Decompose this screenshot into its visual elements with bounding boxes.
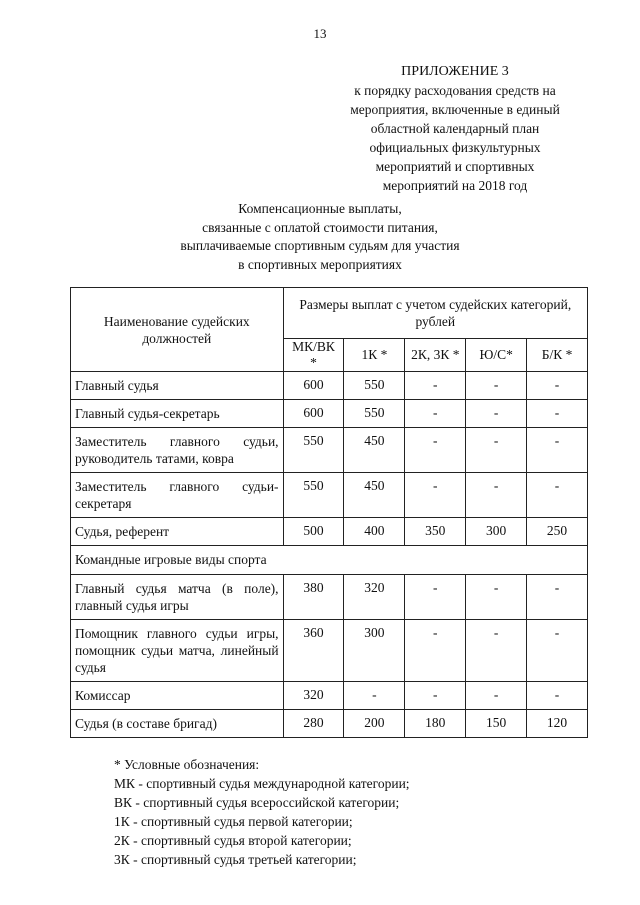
rate-cell: 600 [283,400,344,428]
rate-cell: 150 [466,710,527,738]
rate-cell: - [527,473,588,518]
appendix-line: официальных физкультурных [369,140,541,155]
rate-cell: 380 [283,575,344,620]
rate-cell: - [405,620,466,682]
category-header: МК/ВК * [283,339,344,372]
rate-cell: - [466,575,527,620]
rate-cell: 500 [283,518,344,546]
section-row [71,546,588,575]
table-row [71,575,588,620]
rate-cell: - [344,682,405,710]
category-header: 1К * [344,339,405,372]
rate-cell: 250 [527,518,588,546]
rate-cell: - [527,682,588,710]
payments-table [70,287,588,738]
rate-cell: - [527,428,588,473]
appendix-line: к порядку расходования средств на [354,83,556,98]
rate-cell: 550 [283,428,344,473]
position-name: Главный судья матча (в поле), главный судья игры [71,575,284,620]
appendix-line: мероприятий и спортивных [375,159,535,174]
rate-cell: 300 [344,620,405,682]
rate-cell: - [466,372,527,400]
section-title: Командные игровые виды спорта [71,546,588,575]
table-caption [150,200,490,274]
position-name: Заместитель главного судьи-секретаря [71,473,284,518]
position-name: Судья (в составе бригад) [71,710,284,738]
legend-item: 2К - спортивный судья второй категории; [114,833,352,848]
category-header: Ю/С* [466,339,527,372]
position-name: Помощник главного судьи игры, помощник судьи матча, линейный судья [71,620,284,682]
rate-cell: 550 [344,372,405,400]
rate-cell: 360 [283,620,344,682]
rate-cell: - [405,473,466,518]
caption-line: связанные с оплатой стоимости питания, [202,219,438,235]
rate-cell: - [466,428,527,473]
table-row [71,620,588,682]
appendix-block [330,62,580,195]
rate-cell: 600 [283,372,344,400]
rate-cell: - [405,428,466,473]
rate-cell: 400 [344,518,405,546]
table-row [71,428,588,473]
rate-cell: 280 [283,710,344,738]
rate-cell: - [466,400,527,428]
category-header: Б/К * [527,339,588,372]
rate-cell: 320 [344,575,405,620]
rate-cell: 350 [405,518,466,546]
header-row [71,288,588,339]
rate-cell: - [405,372,466,400]
rate-cell: 300 [466,518,527,546]
rate-cell: - [405,682,466,710]
page-number: 13 [313,26,327,41]
legend [114,755,410,869]
rate-cell: - [527,620,588,682]
table-row [71,473,588,518]
rate-cell: - [527,400,588,428]
rate-cell: - [405,400,466,428]
rate-cell: - [466,473,527,518]
position-name: Судья, референт [71,518,284,546]
rate-cell: - [527,575,588,620]
table-row [71,710,588,738]
legend-title: * Условные обозначения: [114,757,260,772]
legend-item: ВК - спортивный судья всероссийской категории; [114,795,400,810]
rate-cell: - [405,575,466,620]
caption-line: в спортивных мероприятиях [238,256,402,272]
table-row [71,682,588,710]
caption-line: выплачиваемые спортивным судьям для участия [180,238,460,253]
legend-item: МК - спортивный судья международной категории; [114,776,410,791]
table-row [71,400,588,428]
appendix-line: мероприятия, включенные в единый [350,102,560,117]
rate-cell: 550 [283,473,344,518]
position-name: Главный судья-секретарь [71,400,284,428]
appendix-line: мероприятий на 2018 год [382,178,528,193]
appendix-title: ПРИЛОЖЕНИЕ 3 [401,64,509,79]
rate-cell: 120 [527,710,588,738]
rate-cell: 550 [344,400,405,428]
rate-cell: - [466,620,527,682]
rate-cell: - [466,682,527,710]
rate-cell: - [527,372,588,400]
rate-cell: 450 [344,473,405,518]
rate-cell: 450 [344,428,405,473]
legend-item: 3К - спортивный судья третьей категории; [114,852,357,867]
position-name: Комиссар [71,682,284,710]
table-row [71,372,588,400]
rate-cell: 200 [344,710,405,738]
rate-cell: 320 [283,682,344,710]
rate-cell: 180 [405,710,466,738]
rates-header: Размеры выплат с учетом судейских категорий, рублей [283,288,587,339]
position-name: Главный судья [71,372,284,400]
legend-item: 1К - спортивный судья первой категории; [114,814,353,829]
position-header: Наименование судейских должностей [71,288,284,372]
table-row [71,518,588,546]
category-header: 2К, 3К * [405,339,466,372]
appendix-line: областной календарный план [370,121,540,136]
caption-line: Компенсационные выплаты, [238,201,402,216]
position-name: Заместитель главного судьи, руководитель татами, ковра [71,428,284,473]
